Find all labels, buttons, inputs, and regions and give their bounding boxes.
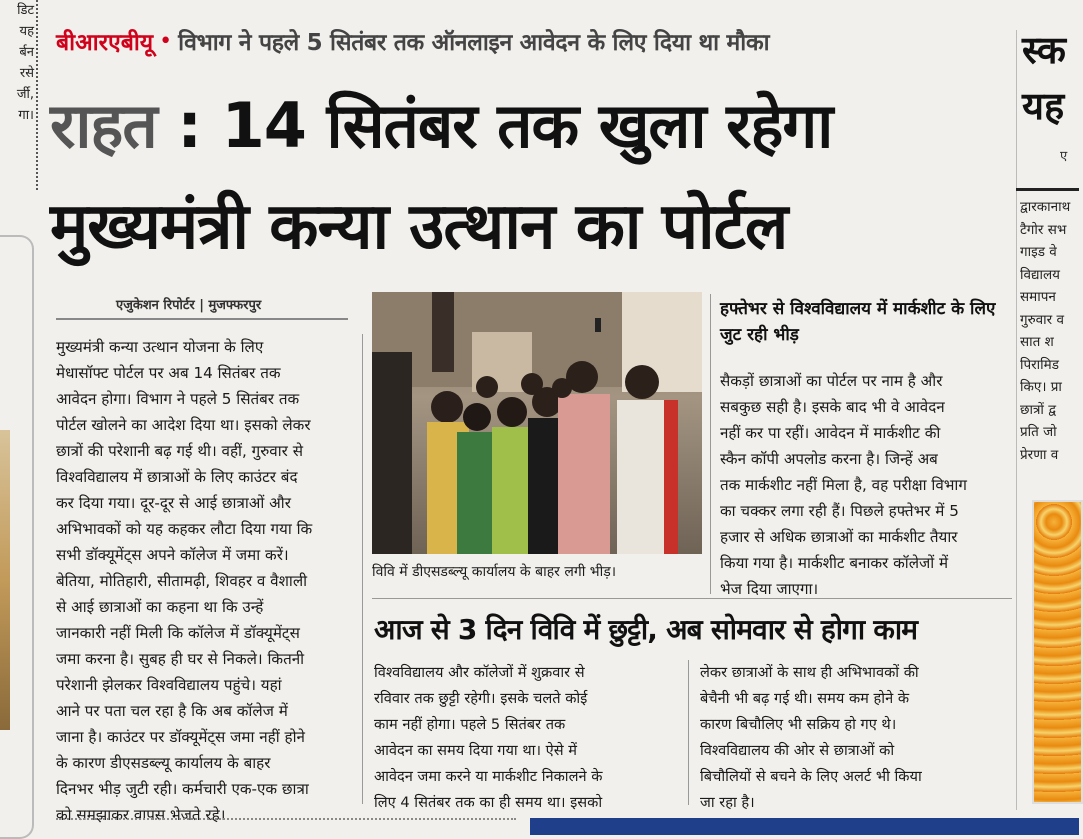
- second-story-line: लिए 4 सितंबर तक का ही समय था। इसको: [374, 794, 603, 811]
- left-fragment-line: गा।: [18, 108, 34, 123]
- article-line: परेशानी झेलकर विश्वविद्यालय पहुंचे। यहां: [56, 676, 282, 694]
- right-fragment-line: प्रति जो: [1020, 424, 1057, 440]
- right-column-text: [1020, 196, 1079, 466]
- article-line: से आई छात्राओं का कहना था कि उन्हें: [56, 598, 264, 616]
- side-story-line: किया गया है। मार्कशीट बनाकर कॉलेजों में: [720, 554, 949, 572]
- second-story-line: काम नहीं होगा। पहले 5 सितंबर तक: [374, 716, 566, 733]
- side-story-line: सबकुछ सही है। इसके बाद भी वे आवेदन: [720, 398, 945, 416]
- right-fragment-line: किए। प्रा: [1020, 379, 1062, 395]
- article-line: जानकारी नहीं मिली कि कॉलेज में डॉक्यूमेंट्स: [56, 624, 300, 642]
- marigold-photo-fragment: [1032, 500, 1083, 804]
- article-line: जमा करना है। सुबह ही घर से निकले। कितनी: [56, 650, 305, 668]
- crowd-illustration: [372, 292, 702, 554]
- side-story-line: तक मार्कशीट नहीं मिला है, वह परीक्षा विभाग: [720, 476, 967, 494]
- article-line: के कारण डीएसडब्ल्यू कार्यालय के बाहर: [56, 754, 271, 772]
- right-fragment-line: समापन: [1020, 289, 1056, 305]
- second-story-line: विश्वविद्यालय और कॉलेजों में शुक्रवार से: [374, 664, 585, 681]
- second-story-line: विश्वविद्यालय की ओर से छात्राओं को: [700, 742, 895, 759]
- second-story-line: जा रहा है।: [700, 794, 755, 811]
- left-fragment-line: र्बन: [19, 45, 34, 60]
- left-fragment-line: र्जी,: [16, 87, 34, 102]
- article-line: बेतिया, मोतिहारी, सीतामढ़ी, शिवहर व वैशाली: [56, 572, 308, 590]
- article-line: अभिभावकों को यह कहकर लौटा दिया गया कि: [56, 520, 313, 538]
- bottom-cut-text: [56, 818, 516, 837]
- right-fragment-line: छात्रों द्व: [1020, 401, 1056, 418]
- column-divider: [710, 294, 711, 594]
- article-line: छात्रों की परेशानी बढ़ गई थी। वहीं, गुरुवार से: [56, 442, 303, 460]
- right-fragment-line: गाइड वे: [1020, 244, 1057, 260]
- headline-line1-rest: : 14 सितंबर तक खुला रहेगा: [156, 89, 833, 162]
- second-story-line: रविवार तक छुट्टी रहेगी। इसके चलते कोई: [374, 690, 588, 707]
- side-story-body: [720, 368, 1008, 598]
- second-story-column-1: [374, 660, 654, 810]
- side-story-line: सैकड़ों छात्राओं का पोर्टल पर नाम है और: [720, 372, 943, 390]
- right-headline-line: यह: [1022, 84, 1065, 128]
- second-story-line: आवेदन का समय दिया गया था। ऐसे में: [374, 742, 577, 759]
- article-line: को समझाकर वापस भेजते रहे।: [56, 806, 226, 824]
- headline-line-1: [50, 82, 832, 166]
- second-story-column-2: [700, 660, 990, 810]
- left-fragment-line: डिट: [17, 3, 34, 18]
- photo-caption: विवि में डीएसडब्ल्यू कार्यालय के बाहर लगी भीड़।: [372, 564, 617, 580]
- left-fragment-line: रसे: [19, 66, 34, 81]
- bullet-icon: •: [159, 28, 173, 54]
- article-line: मेधासॉफ्ट पोर्टल पर अब 14 सितंबर तक: [56, 364, 281, 382]
- side-story-headline: हफ्तेभर से विश्वविद्यालय में मार्कशीट के लिए जुट रही भीड़: [720, 299, 996, 345]
- headline-lead: राहत: [50, 89, 157, 162]
- article-line: आवेदन होगा। विभाग ने पहले 5 सितंबर तक: [56, 390, 300, 408]
- right-headline-line: स्क: [1022, 28, 1066, 72]
- left-photo-fragment: [0, 430, 10, 730]
- side-story-line: भेज दिया जाएगा।: [720, 580, 819, 598]
- column-divider: [688, 660, 689, 805]
- second-story-line: बेचैनी भी बढ़ गई थी। समय कम होने के: [700, 690, 910, 707]
- kicker-text: विभाग ने पहले 5 सितंबर तक ऑनलाइन आवेदन के लिए दिया था मौका: [178, 30, 770, 56]
- kicker-tag: बीआरएबीयू: [56, 30, 154, 56]
- article-line: जाना है। काउंटर पर डॉक्यूमेंट्स जमा नहीं होने: [56, 728, 305, 746]
- right-fragment-line: विद्यालय: [1020, 266, 1060, 283]
- article-line: पोर्टल खोलने का आदेश दिया था। इसको लेकर: [56, 416, 311, 434]
- headline-line-2: मुख्यमंत्री कन्या उत्थान का पोर्टल: [50, 190, 788, 264]
- news-photo-crowd: [372, 292, 702, 554]
- right-fragment-line: टैगोर सभ: [1020, 221, 1067, 238]
- side-story-line: स्कैन कॉपी अपलोड करना है। जिन्हें अब: [720, 450, 938, 468]
- kicker: [56, 20, 769, 62]
- article-line: कर दिया गया। दूर-दूर से आई छात्राओं और: [56, 494, 291, 512]
- main-article-column: [56, 334, 350, 824]
- article-line: विश्वविद्यालय में छात्राओं के लिए काउंटर बंद: [56, 468, 298, 486]
- right-fragment-line: गुरुवार व: [1020, 311, 1064, 328]
- second-story-headline: आज से 3 दिन विवि में छुट्टी, अब सोमवार से होगा काम: [374, 613, 918, 646]
- page-column-divider: [1016, 30, 1017, 810]
- side-story-line: हजार से अधिक छात्राओं का मार्कशीट तैयार: [720, 528, 958, 546]
- section-rule: [372, 598, 1012, 599]
- dotted-divider: [36, 0, 38, 190]
- left-column-fragment: [0, 0, 34, 126]
- right-fragment-line: द्वारकानाथ: [1020, 199, 1071, 215]
- right-column-rule: [1016, 188, 1079, 191]
- right-column-byline: ए: [1060, 149, 1068, 164]
- left-fragment-line: यह: [19, 24, 34, 39]
- right-column-headline: [1022, 22, 1079, 134]
- side-story-line: का चक्कर लगा रही हैं। पिछले हफ्तेभर में 5: [720, 502, 959, 520]
- article-line: मुख्यमंत्री कन्या उत्थान योजना के लिए: [56, 338, 264, 356]
- article-line: आने पर पता चल रहा है कि अब कॉलेज में: [56, 702, 288, 720]
- side-story-line: नहीं कर पा रहीं। आवेदन में मार्कशीट की: [720, 424, 941, 442]
- second-story-line: आवेदन जमा करने या मार्कशीट निकालने के: [374, 768, 603, 785]
- byline-rule: [56, 318, 348, 320]
- second-story-line: लेकर छात्राओं के साथ ही अभिभावकों की: [700, 664, 919, 681]
- right-fragment-line: प्रेरणा व: [1020, 446, 1059, 463]
- article-line: दिनभर भीड़ जुटी रही। कर्मचारी एक-एक छात्रा: [56, 780, 309, 798]
- bottom-ad-band: [530, 818, 1079, 835]
- article-line: सभी डॉक्यूमेंट्स अपने कॉलेज में जमा करें।: [56, 546, 289, 564]
- second-story-line: कारण बिचौलिए भी सक्रिय हो गए थे।: [700, 716, 897, 733]
- byline: एजुकेशन रिपोर्टर | मुजफ्फरपुर: [116, 298, 262, 313]
- column-divider: [362, 334, 363, 804]
- right-fragment-line: पिरामिड: [1020, 356, 1059, 373]
- second-story-line: बिचौलियों से बचने के लिए अलर्ट भी किया: [700, 768, 922, 785]
- right-fragment-line: सात श: [1020, 334, 1054, 350]
